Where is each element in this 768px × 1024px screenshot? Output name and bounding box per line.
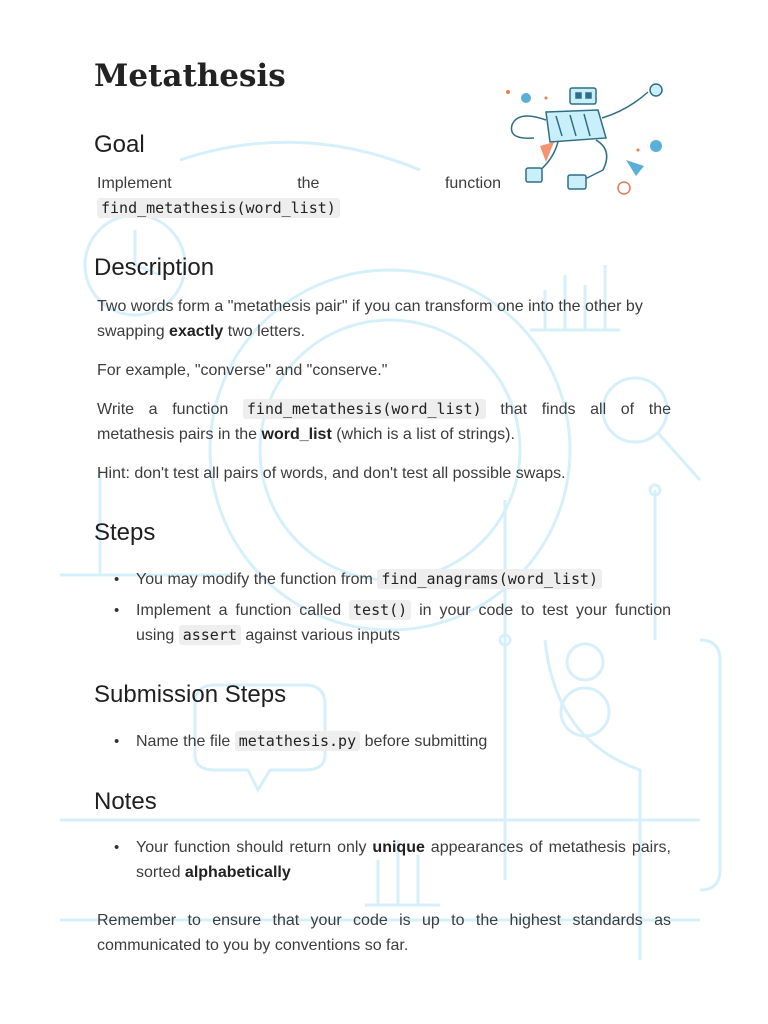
list-item: • Your function should return only unique appearances of metathesis pairs, sorted alphabetically	[97, 835, 671, 885]
list-item: • You may modify the function from find_anagrams(word_list)	[97, 567, 671, 592]
page-title: Metathesis	[94, 58, 286, 94]
notes-heading: Notes	[94, 788, 157, 815]
submission-list	[97, 729, 671, 754]
unique-emphasis: unique	[372, 839, 425, 856]
filename-code: metathesis.py	[235, 731, 360, 751]
description-paragraph-2: For example, "converse" and "conserve."	[97, 362, 388, 379]
goal-word-3: function	[444, 175, 501, 192]
goal-paragraph	[97, 171, 501, 221]
description-heading: Description	[94, 254, 215, 281]
test-code: test()	[349, 600, 411, 620]
function-name-code: find_metathesis(word_list)	[243, 399, 486, 419]
exactly-emphasis: exactly	[169, 323, 224, 340]
goal-word-1: Implement	[97, 175, 172, 192]
submission-heading: Submission Steps	[94, 681, 287, 708]
goal-function-code: find_metathesis(word_list)	[97, 198, 340, 218]
steps-heading: Steps	[94, 519, 156, 546]
assert-code: assert	[179, 625, 241, 645]
closing-paragraph: Remember to ensure that your code is up to the highest standards as communicated to you by conventions so far.	[97, 912, 671, 954]
description-paragraph-3: Write a function find_metathesis(word_list) that finds all of the metathesis pairs in the word_list (which is a list of strings).	[97, 400, 671, 443]
list-item: • Implement a function called test() in your code to test your function using assert against various inputs	[97, 598, 671, 648]
steps-list	[97, 567, 671, 648]
goal-line	[97, 171, 501, 196]
word-list-emphasis: word_list	[261, 426, 332, 443]
list-item: • Name the file metathesis.py before submitting	[97, 729, 671, 754]
description-hint: Hint: don't test all pairs of words, and don't test all possible swaps.	[97, 465, 566, 482]
description-paragraph-1: Two words form a "metathesis pair" if you can transform one into the other by swapping exactly two letters.	[97, 298, 643, 340]
notes-list	[97, 835, 671, 885]
find-anagrams-code: find_anagrams(word_list)	[377, 569, 602, 589]
goal-word-2: the	[297, 175, 320, 192]
goal-heading: Goal	[94, 131, 145, 158]
alphabetically-emphasis: alphabetically	[184, 864, 291, 881]
